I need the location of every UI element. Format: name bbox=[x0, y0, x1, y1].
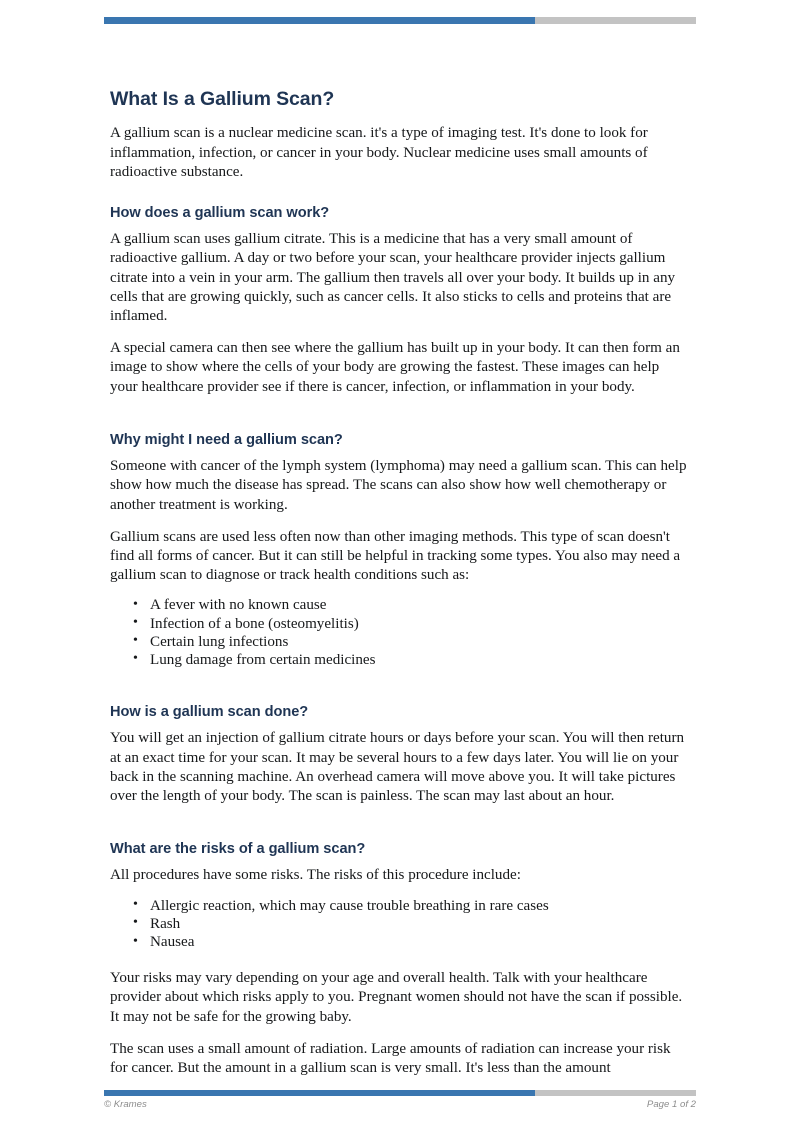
why-needed-paragraph-1: Someone with cancer of the lymph system (lymphoma) may need a gallium scan. This can help show how much the disease has spread. The scans can also show how well chemotherapy or another treatment is working. bbox=[110, 458, 687, 513]
risks-paragraph-3: The scan uses a small amount of radiation. Large amounts of radiation can increase your risk for cancer. But the amount in a gallium scan is very small. It's less than the amount bbox=[110, 1040, 671, 1077]
risks-paragraph-1: All procedures have some risks. The risks of this procedure include: bbox=[110, 867, 521, 884]
risks-bullet-list bbox=[110, 897, 690, 952]
section-heading-how-it-works: How does a gallium scan work? bbox=[110, 205, 330, 221]
section-heading-risks: What are the risks of a gallium scan? bbox=[110, 841, 366, 858]
risks-paragraph-2: Your risks may vary depending on your age and overall health. Talk with your healthcare provider about which risks apply to you. Pregnant women should not have the scan if possible. It may not be safe for the growing baby. bbox=[110, 970, 683, 1025]
how-it-works-paragraph-1: A gallium scan uses gallium citrate. This is a medicine that has a very small amount of radioactive gallium. A day or two before your scan, your healthcare provider injects gallium citrate into a vein in your arm. The gallium then travels all over your body. It builds up in any cells that are growing quickly, such as cancer cells. It also sticks to cells and proteins that are inflamed. bbox=[110, 231, 676, 325]
section-heading-how-done: How is a gallium scan done? bbox=[110, 704, 309, 721]
footer-rule bbox=[104, 1090, 696, 1096]
list-item: • Lung damage from certain medicines bbox=[150, 651, 690, 669]
how-it-works-paragraph-2: A special camera can then see where the gallium has built up in your body. It can then form an image to show where the cells of your body are growing the fastest. These images can help your healthcare provider see if there is cancer, infection, or inflammation in your body. bbox=[110, 340, 680, 395]
footer-page-number: Page 1 of 2 bbox=[646, 1099, 696, 1110]
footer-rule-blue-segment bbox=[104, 1090, 535, 1096]
list-item: • Nausea bbox=[150, 933, 690, 951]
page-footer bbox=[104, 1099, 696, 1110]
list-item: • Infection of a bone (osteomyelitis) bbox=[150, 615, 690, 633]
footer-copyright: © Krames bbox=[104, 1099, 147, 1110]
header-rule-grey-segment bbox=[535, 17, 696, 24]
how-done-paragraph-1: You will get an injection of gallium citrate hours or days before your scan. You will then return at an exact time for your scan. It may be several hours to a few days later. You will lie on your back in the scanning machine. An overhead camera will move above you. It will take pictures over the length of your body. The scan is painless. The scan may last about an hour. bbox=[110, 730, 685, 804]
document-content bbox=[110, 88, 690, 1078]
header-rule-blue-segment bbox=[104, 17, 535, 24]
list-item: • Allergic reaction, which may cause trouble breathing in rare cases bbox=[150, 897, 690, 915]
section-heading-why-needed: Why might I need a gallium scan? bbox=[110, 431, 343, 448]
why-needed-bullet-list bbox=[110, 596, 690, 669]
list-item: • Rash bbox=[150, 915, 690, 933]
page-title: What Is a Gallium Scan? bbox=[110, 88, 335, 110]
why-needed-paragraph-2: Gallium scans are used less often now than other imaging methods. This type of scan doesn't find all forms of cancer. But it can still be helpful in tracking some types. You also may need a gallium scan to diagnose or track health conditions such as: bbox=[110, 528, 681, 584]
header-rule bbox=[104, 17, 696, 24]
list-item: • A fever with no known cause bbox=[150, 596, 690, 614]
list-item: • Certain lung infections bbox=[150, 633, 690, 651]
intro-paragraph: A gallium scan is a nuclear medicine scan. it's a type of imaging test. It's done to look for inflammation, infection, or cancer in your body. Nuclear medicine uses small amounts of radioactive substance. bbox=[110, 125, 648, 180]
footer-rule-grey-segment bbox=[535, 1090, 696, 1096]
